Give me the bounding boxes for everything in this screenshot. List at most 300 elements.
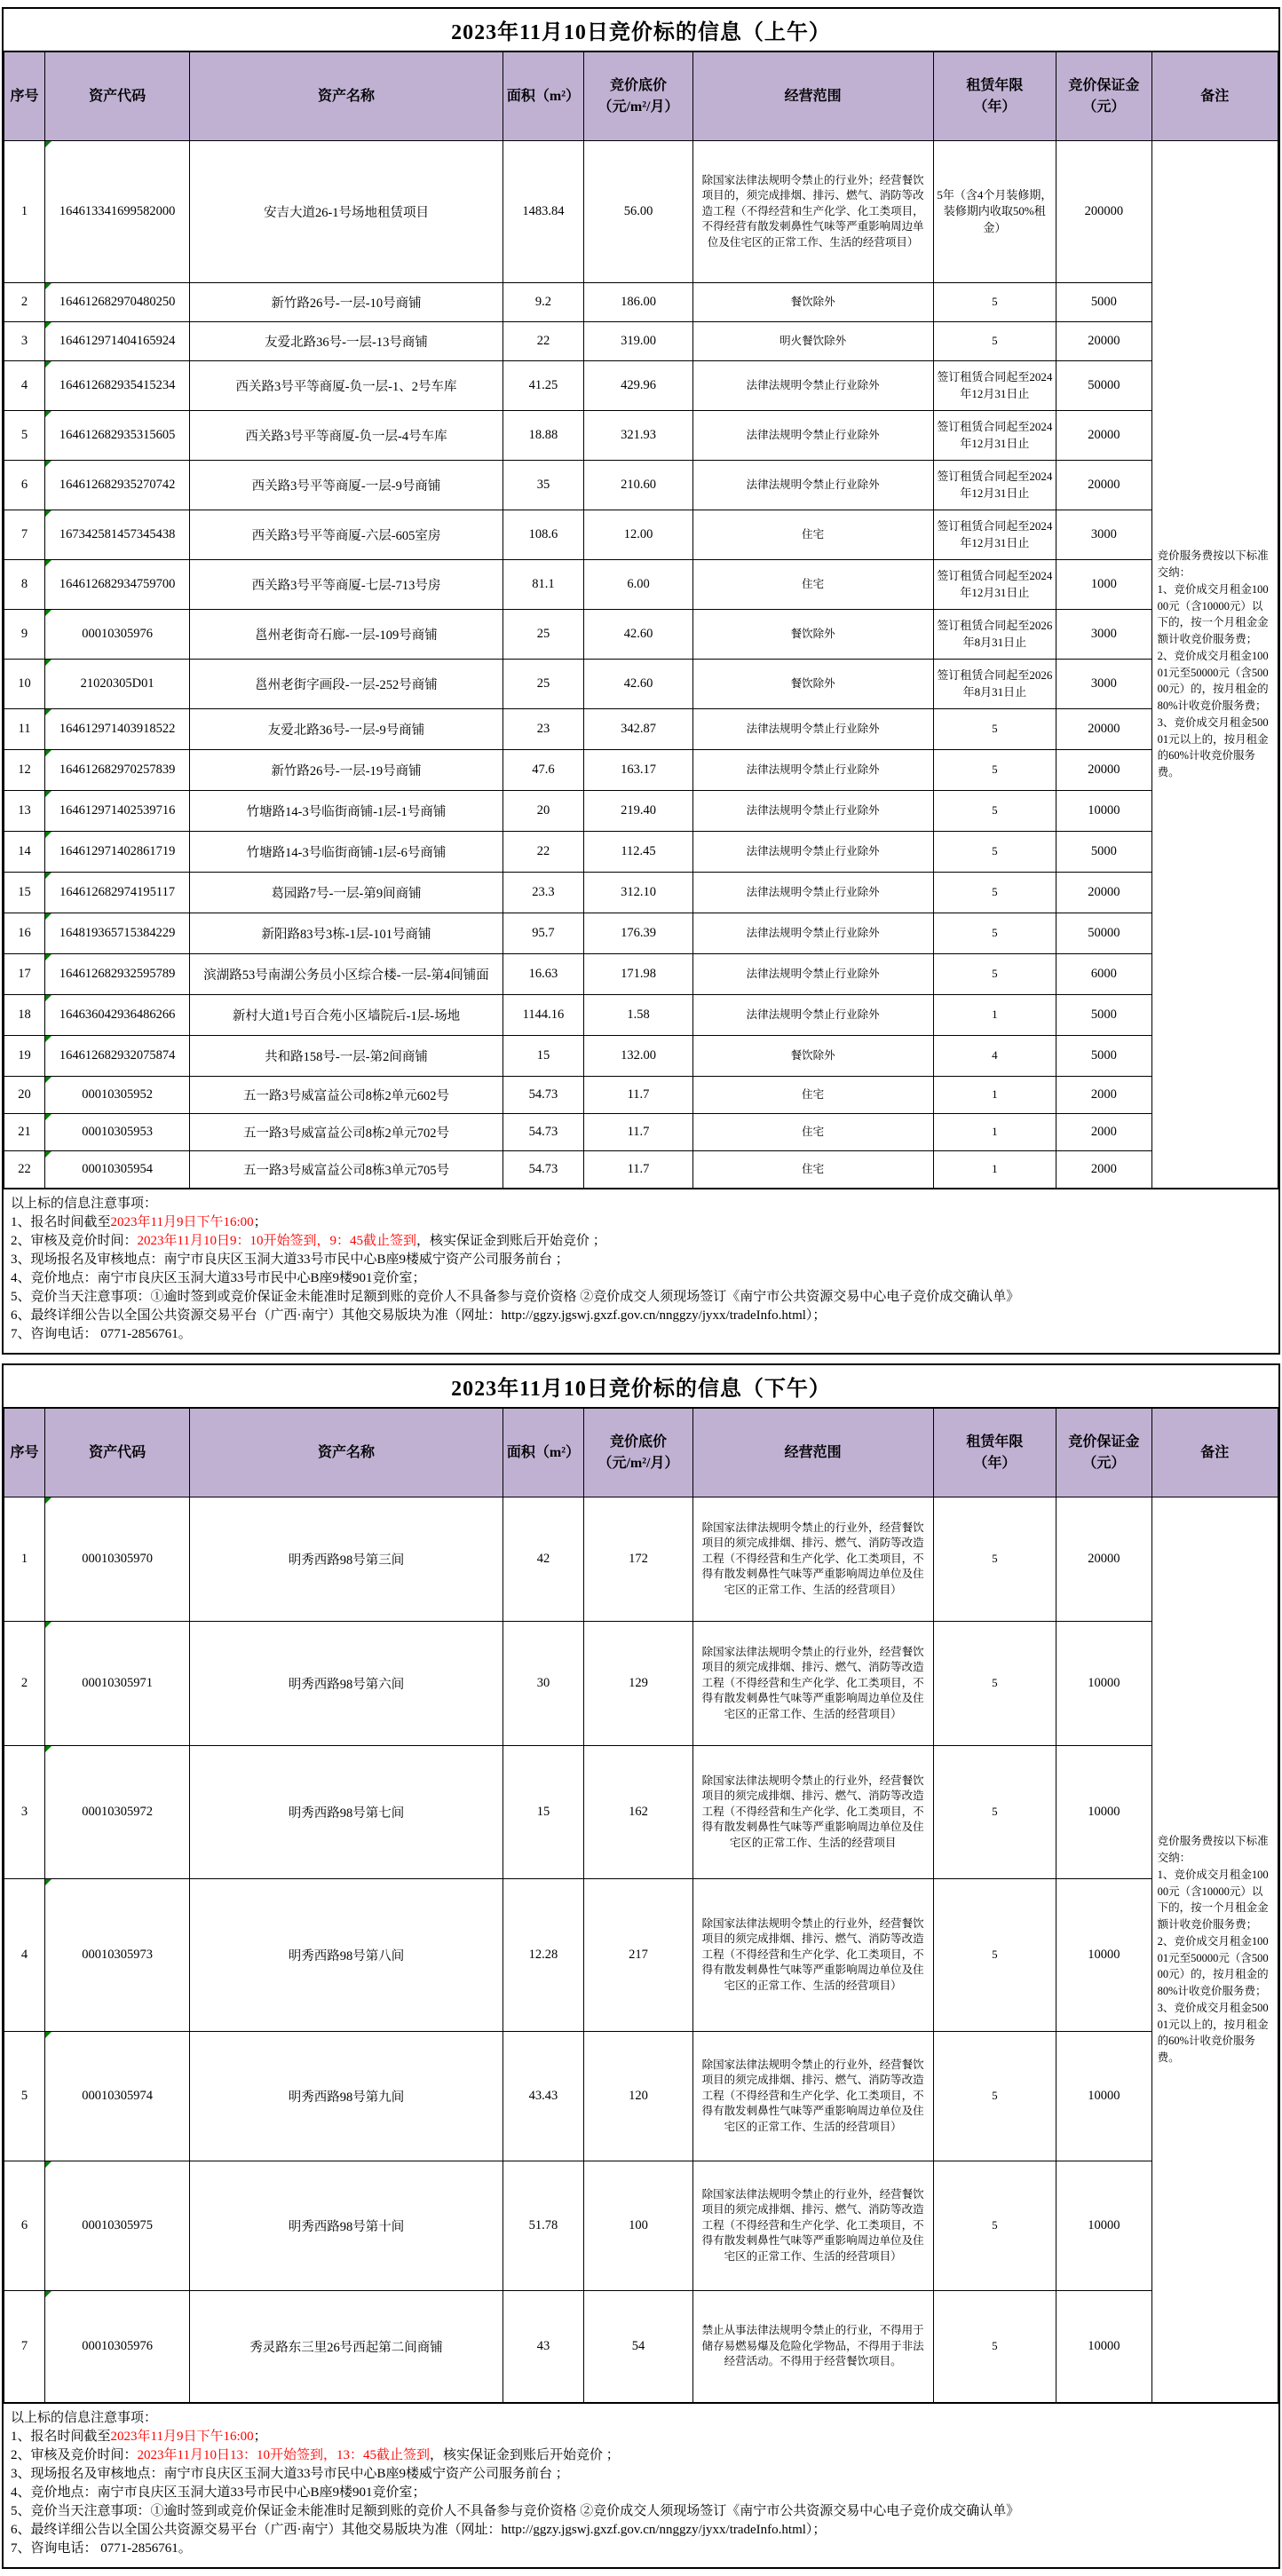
table-row [4,560,1278,610]
asset-name-cell: 新村大道1号百合苑小区墙院后-1层-场地 [190,995,503,1036]
business-scope-cell: 住宅 [692,1077,933,1114]
business-scope-cell: 法律法规明令禁止行业除外 [692,995,933,1036]
business-scope-cell: 法律法规明令禁止行业除外 [692,461,933,510]
lease-term-cell: 签订租赁合同起至2024年12月31日止 [933,560,1056,610]
deposit-cell: 2000 [1056,1151,1152,1189]
floor-price-cell: 11.7 [584,1077,692,1114]
seq-cell: 22 [4,1151,45,1189]
area-cell: 22 [503,322,584,361]
area-cell: 108.6 [503,510,584,560]
lease-term-cell: 5年（含4个月装修期，装修期内收取50%租金） [933,141,1056,283]
asset-name-cell: 新竹路26号-一层-10号商铺 [190,283,503,322]
asset-code-cell: 164612971402861719 [44,832,189,873]
table-row [4,1879,1278,2032]
column-header-1: 资产代码 [44,1409,189,1497]
table-row [4,510,1278,560]
deposit-cell: 5000 [1056,995,1152,1036]
area-cell: 1144.16 [503,995,584,1036]
lease-term-cell: 1 [933,1151,1056,1189]
afternoon-notes [4,2403,1278,2567]
deposit-cell: 10000 [1056,2291,1152,2403]
business-scope-cell: 法律法规明令禁止行业除外 [692,361,933,411]
area-cell: 16.63 [503,954,584,995]
lease-term-cell: 5 [933,283,1056,322]
table-row [4,1151,1278,1189]
note-line: 7、咨询电话： 0771-2856761。 [11,1327,192,1341]
asset-name-cell: 秀灵路东三里26号西起第二间商铺 [190,2291,503,2403]
floor-price-cell: 11.7 [584,1151,692,1189]
floor-price-cell: 129 [584,1622,692,1746]
asset-name-cell: 明秀西路98号第三间 [190,1497,503,1622]
floor-price-cell: 171.98 [584,954,692,995]
column-header-3: 面积（m²） [503,1409,584,1497]
floor-price-cell: 186.00 [584,283,692,322]
seq-cell: 17 [4,954,45,995]
lease-term-cell: 5 [933,832,1056,873]
business-scope-cell: 除国家法律法规明令禁止的行业外，经营餐饮项目的须完成排烟、排污、燃气、消防等改造工程（不得经营和生产化学、化工类项目，不得有散发刺鼻性气味等严重影响周边单位及住宅区的正常工作、生活的经营项目） [692,1497,933,1622]
note-line: 3、现场报名及审核地点：南宁市良庆区玉洞大道33号市民中心B座9楼威宁资产公司服务前台 ； [11,1252,569,1267]
lease-term-cell: 1 [933,1114,1056,1151]
lease-term-cell: 5 [933,1879,1056,2032]
note-line: 1、报名时间截至2023年11月9日下午16:00； [11,1215,267,1229]
note-line: 2、审核及竞价时间：2023年11月10日13：10开始签到，13：45截止签到，核实保证金到账后开始竞价 ； [11,2448,620,2462]
seq-cell: 7 [4,2291,45,2403]
area-cell: 41.25 [503,361,584,411]
note-line: 6、最终详细公告以全国公共资源交易平台（广西·南宁）其他交易版块为准（网址：http://ggzy.jgswj.gxzf.gov.cn/nnggzy/jyxx/tradeInfo.html）； [11,1308,827,1323]
note-line: 7、咨询电话： 0771-2856761。 [11,2541,192,2556]
lease-term-cell: 5 [933,913,1056,954]
lease-term-cell: 5 [933,709,1056,750]
morning-auction-table [4,51,1278,1189]
table-row [4,2161,1278,2291]
lease-term-cell: 签订租赁合同起至2024年12月31日止 [933,411,1056,461]
business-scope-cell: 餐饮除外 [692,610,933,660]
business-scope-cell: 除国家法律法规明令禁止的行业外，经营餐饮项目的须完成排烟、排污、燃气、消防等改造工程（不得经营和生产化学、化工类项目，不得有散发刺鼻性气味等严重影响周边单位及住宅区的正常工作、生活的经营项目） [692,1622,933,1746]
asset-code-cell: 00010305952 [44,1077,189,1114]
lease-term-cell: 5 [933,750,1056,791]
lease-term-cell: 5 [933,322,1056,361]
remark-cell: 竞价服务费按以下标准交纳： 1、竞价成交月租金10000元（含10000元）以下的，按一个月租金金额计收竞价服务费； 2、竞价成交月租金10001元至50000元（含50000元）的，按月租金的80%计收竞价服务费； 3、竞价成交月租金50001元以上的，按月租金的60%计收竞价服务费。 [1151,141,1278,1189]
afternoon-sheet-title: 2023年11月10日竞价标的信息（下午） [4,1365,1278,1408]
seq-cell: 2 [4,283,45,322]
deposit-cell: 20000 [1056,411,1152,461]
table-row [4,1746,1278,1879]
deposit-cell: 5000 [1056,832,1152,873]
floor-price-cell: 112.45 [584,832,692,873]
column-header-4: 竞价底价 （元/m²/月） [584,1409,692,1497]
business-scope-cell: 法律法规明令禁止行业除外 [692,791,933,832]
business-scope-cell: 法律法规明令禁止行业除外 [692,709,933,750]
lease-term-cell: 签订租赁合同起至2024年12月31日止 [933,461,1056,510]
floor-price-cell: 54 [584,2291,692,2403]
asset-code-cell: 164612682932595789 [44,954,189,995]
column-header-6: 租赁年限 （年） [933,1409,1056,1497]
seq-cell: 1 [4,141,45,283]
business-scope-cell: 住宅 [692,1114,933,1151]
area-cell: 54.73 [503,1151,584,1189]
column-header-7: 竞价保证金 （元） [1056,1409,1152,1497]
seq-cell: 2 [4,1622,45,1746]
seq-cell: 6 [4,2161,45,2291]
deposit-cell: 20000 [1056,1497,1152,1622]
asset-name-cell: 邕州老街字画段-一层-252号商铺 [190,660,503,709]
area-cell: 12.28 [503,1879,584,2032]
seq-cell: 12 [4,750,45,791]
floor-price-cell: 163.17 [584,750,692,791]
table-row [4,791,1278,832]
deposit-cell: 3000 [1056,610,1152,660]
asset-code-cell: 164612971404165924 [44,322,189,361]
table-row [4,610,1278,660]
seq-cell: 20 [4,1077,45,1114]
seq-cell: 4 [4,1879,45,2032]
business-scope-cell: 法律法规明令禁止行业除外 [692,411,933,461]
asset-name-cell: 五一路3号威富益公司8栋2单元702号 [190,1114,503,1151]
deposit-cell: 20000 [1056,461,1152,510]
note-line: 4、竞价地点：南宁市良庆区玉洞大道33号市民中心B座9楼901竞价室； [11,2485,426,2500]
asset-name-cell: 明秀西路98号第九间 [190,2032,503,2161]
deposit-cell: 2000 [1056,1077,1152,1114]
seq-cell: 13 [4,791,45,832]
asset-name-cell: 明秀西路98号第八间 [190,1879,503,2032]
business-scope-cell: 餐饮除外 [692,1036,933,1077]
morning-sheet [2,7,1280,1355]
area-cell: 35 [503,461,584,510]
note-line: 以上标的信息注意事项： [11,2411,158,2425]
floor-price-cell: 210.60 [584,461,692,510]
floor-price-cell: 42.60 [584,660,692,709]
seq-cell: 16 [4,913,45,954]
floor-price-cell: 132.00 [584,1036,692,1077]
asset-code-cell: 164612682932075874 [44,1036,189,1077]
area-cell: 18.88 [503,411,584,461]
lease-term-cell: 1 [933,1077,1056,1114]
business-scope-cell: 法律法规明令禁止行业除外 [692,750,933,791]
note-line: 3、现场报名及审核地点：南宁市良庆区玉洞大道33号市民中心B座9楼威宁资产公司服务前台 ； [11,2467,569,2481]
area-cell: 42 [503,1497,584,1622]
table-row [4,913,1278,954]
note-line: 5、竞价当天注意事项：①逾时签到或竞价保证金未能准时足额到账的竞价人不具备参与竞价资格 ②竞价成交人须现场签订《南宁市公共资源交易中心电子竞价成交确认单》 [11,1290,1020,1304]
table-row [4,2032,1278,2161]
note-line: 4、竞价地点：南宁市良庆区玉洞大道33号市民中心B座9楼901竞价室； [11,1271,426,1285]
asset-code-cell: 164612682970257839 [44,750,189,791]
asset-code-cell: 00010305973 [44,1879,189,2032]
asset-name-cell: 五一路3号威富益公司8栋2单元602号 [190,1077,503,1114]
deposit-cell: 10000 [1056,791,1152,832]
asset-code-cell: 164612682935415234 [44,361,189,411]
deposit-cell: 6000 [1056,954,1152,995]
floor-price-cell: 100 [584,2161,692,2291]
table-row [4,1622,1278,1746]
business-scope-cell: 除国家法律法规明令禁止的行业外，经营餐饮项目的须完成排烟、排污、燃气、消防等改造工程（不得经营和生产化学、化工类项目，不得有散发刺鼻性气味等严重影响周边单位及住宅区的正常工作、生活的经营项目） [692,1879,933,2032]
table-row [4,322,1278,361]
area-cell: 22 [503,832,584,873]
seq-cell: 6 [4,461,45,510]
area-cell: 1483.84 [503,141,584,283]
business-scope-cell: 餐饮除外 [692,660,933,709]
table-row [4,141,1278,283]
seq-cell: 15 [4,873,45,913]
asset-code-cell: 00010305971 [44,1622,189,1746]
lease-term-cell: 5 [933,1622,1056,1746]
table-row [4,995,1278,1036]
floor-price-cell: 42.60 [584,610,692,660]
afternoon-sheet [2,1363,1280,2569]
asset-code-cell: 00010305972 [44,1746,189,1879]
area-cell: 9.2 [503,283,584,322]
area-cell: 43.43 [503,2032,584,2161]
floor-price-cell: 312.10 [584,873,692,913]
column-header-7: 竞价保证金 （元） [1056,52,1152,141]
deposit-cell: 2000 [1056,1114,1152,1151]
deposit-cell: 5000 [1056,1036,1152,1077]
deposit-cell: 50000 [1056,913,1152,954]
column-header-2: 资产名称 [190,1409,503,1497]
seq-cell: 9 [4,610,45,660]
lease-term-cell: 1 [933,995,1056,1036]
business-scope-cell: 法律法规明令禁止行业除外 [692,913,933,954]
column-header-8: 备注 [1151,1409,1278,1497]
table-row [4,832,1278,873]
column-header-5: 经营范围 [692,1409,933,1497]
column-header-4: 竞价底价 （元/m²/月） [584,52,692,141]
asset-name-cell: 新竹路26号-一层-19号商铺 [190,750,503,791]
asset-code-cell: 00010305954 [44,1151,189,1189]
column-header-0: 序号 [4,1409,45,1497]
table-row [4,1077,1278,1114]
asset-code-cell: 00010305975 [44,2161,189,2291]
business-scope-cell: 餐饮除外 [692,283,933,322]
asset-code-cell: 00010305976 [44,2291,189,2403]
area-cell: 51.78 [503,2161,584,2291]
area-cell: 23.3 [503,873,584,913]
table-row [4,750,1278,791]
seq-cell: 10 [4,660,45,709]
business-scope-cell: 法律法规明令禁止行业除外 [692,954,933,995]
lease-term-cell: 5 [933,2161,1056,2291]
asset-code-cell: 00010305976 [44,610,189,660]
lease-term-cell: 签订租赁合同起至2026年8月31日止 [933,660,1056,709]
note-line: 2、审核及竞价时间：2023年11月10日9：10开始签到，9：45截止签到，核实保证金到账后开始竞价 ； [11,1234,606,1248]
area-cell: 30 [503,1622,584,1746]
area-cell: 81.1 [503,560,584,610]
asset-name-cell: 明秀西路98号第十间 [190,2161,503,2291]
remark-cell: 竞价服务费按以下标准交纳： 1、竞价成交月租金10000元（含10000元）以下的，按一个月租金金额计收竞价服务费； 2、竞价成交月租金10001元至50000元（含50000元）的，按月租金的80%计收竞价服务费； 3、竞价成交月租金50001元以上的，按月租金的60%计收竞价服务费。 [1151,1497,1278,2403]
asset-code-cell: 164612682935315605 [44,411,189,461]
table-body [4,141,1278,1189]
business-scope-cell: 明火餐饮除外 [692,322,933,361]
floor-price-cell: 1.58 [584,995,692,1036]
column-header-1: 资产代码 [44,52,189,141]
lease-term-cell: 签订租赁合同起至2024年12月31日止 [933,510,1056,560]
asset-code-cell: 00010305953 [44,1114,189,1151]
seq-cell: 21 [4,1114,45,1151]
deposit-cell: 1000 [1056,560,1152,610]
table-row [4,954,1278,995]
asset-name-cell: 明秀西路98号第六间 [190,1622,503,1746]
seq-cell: 18 [4,995,45,1036]
seq-cell: 7 [4,510,45,560]
asset-name-cell: 邕州老街奇石廊-一层-109号商铺 [190,610,503,660]
area-cell: 47.6 [503,750,584,791]
column-header-5: 经营范围 [692,52,933,141]
asset-name-cell: 明秀西路98号第七间 [190,1746,503,1879]
business-scope-cell: 住宅 [692,1151,933,1189]
column-header-2: 资产名称 [190,52,503,141]
asset-name-cell: 友爱北路36号-一层-13号商铺 [190,322,503,361]
area-cell: 95.7 [503,913,584,954]
table-header-row [4,1409,1278,1497]
table-row [4,660,1278,709]
business-scope-cell: 法律法规明令禁止行业除外 [692,832,933,873]
seq-cell: 1 [4,1497,45,1622]
asset-name-cell: 西关路3号平等商厦-七层-713号房 [190,560,503,610]
lease-term-cell: 5 [933,2032,1056,2161]
note-line: 以上标的信息注意事项： [11,1197,158,1211]
asset-code-cell: 164612971403918522 [44,709,189,750]
asset-name-cell: 五一路3号威富益公司8栋3单元705号 [190,1151,503,1189]
seq-cell: 8 [4,560,45,610]
floor-price-cell: 429.96 [584,361,692,411]
note-line: 5、竞价当天注意事项：①逾时签到或竞价保证金未能准时足额到账的竞价人不具备参与竞价资格 ②竞价成交人须现场签订《南宁市公共资源交易中心电子竞价成交确认单》 [11,2504,1020,2518]
business-scope-cell: 除国家法律法规明令禁止的行业外，经营餐饮项目的须完成排烟、排污、燃气、消防等改造工程（不得经营和生产化学、化工类项目，不得有散发刺鼻性气味等严重影响周边单位及住宅区的正常工作、生活的经营项目 [692,1746,933,1879]
table-row [4,1497,1278,1622]
floor-price-cell: 162 [584,1746,692,1879]
table-header-row [4,52,1278,141]
deposit-cell: 20000 [1056,873,1152,913]
asset-name-cell: 竹塘路14-3号临街商铺-1层-1号商铺 [190,791,503,832]
lease-term-cell: 5 [933,954,1056,995]
deposit-cell: 10000 [1056,2161,1152,2291]
deposit-cell: 20000 [1056,322,1152,361]
lease-term-cell: 签订租赁合同起至2024年12月31日止 [933,361,1056,411]
floor-price-cell: 319.00 [584,322,692,361]
seq-cell: 4 [4,361,45,411]
asset-name-cell: 滨湖路53号南湖公务员小区综合楼-一层-第4间铺面 [190,954,503,995]
area-cell: 25 [503,610,584,660]
table-row [4,709,1278,750]
asset-code-cell: 21020305D01 [44,660,189,709]
table-row [4,873,1278,913]
business-scope-cell: 除国家法律法规明令禁止的行业外，经营餐饮项目的须完成排烟、排污、燃气、消防等改造工程（不得经营和生产化学、化工类项目，不得有散发刺鼻性气味等严重影响周边单位及住宅区的正常工作、生活的经营项目） [692,2161,933,2291]
lease-term-cell: 5 [933,1497,1056,1622]
seq-cell: 11 [4,709,45,750]
asset-name-cell: 安吉大道26-1号场地租赁项目 [190,141,503,283]
asset-name-cell: 葛园路7号-一层-第9间商铺 [190,873,503,913]
lease-term-cell: 4 [933,1036,1056,1077]
table-row [4,411,1278,461]
area-cell: 43 [503,2291,584,2403]
deposit-cell: 10000 [1056,1879,1152,2032]
seq-cell: 14 [4,832,45,873]
seq-cell: 19 [4,1036,45,1077]
business-scope-cell: 住宅 [692,560,933,610]
asset-code-cell: 164636042936486266 [44,995,189,1036]
asset-name-cell: 西关路3号平等商厦-负一层-1、2号车库 [190,361,503,411]
business-scope-cell: 住宅 [692,510,933,560]
column-header-8: 备注 [1151,52,1278,141]
lease-term-cell: 5 [933,1746,1056,1879]
asset-code-cell: 164612682935270742 [44,461,189,510]
asset-name-cell: 西关路3号平等商厦-六层-605室房 [190,510,503,560]
asset-name-cell: 新阳路83号3栋-1层-101号商铺 [190,913,503,954]
asset-code-cell: 164612682934759700 [44,560,189,610]
deposit-cell: 3000 [1056,660,1152,709]
floor-price-cell: 172 [584,1497,692,1622]
column-header-6: 租赁年限 （年） [933,52,1056,141]
lease-term-cell: 5 [933,873,1056,913]
business-scope-cell: 法律法规明令禁止行业除外 [692,873,933,913]
area-cell: 54.73 [503,1114,584,1151]
column-header-0: 序号 [4,52,45,141]
floor-price-cell: 12.00 [584,510,692,560]
asset-name-cell: 竹塘路14-3号临街商铺-1层-6号商铺 [190,832,503,873]
asset-code-cell: 164612682974195117 [44,873,189,913]
table-row [4,361,1278,411]
asset-name-cell: 共和路158号-一层-第2间商铺 [190,1036,503,1077]
asset-code-cell: 00010305974 [44,2032,189,2161]
asset-code-cell: 00010305970 [44,1497,189,1622]
column-header-3: 面积（m²） [503,52,584,141]
area-cell: 25 [503,660,584,709]
asset-code-cell: 167342581457345438 [44,510,189,560]
floor-price-cell: 6.00 [584,560,692,610]
deposit-cell: 10000 [1056,1622,1152,1746]
asset-code-cell: 164819365715384229 [44,913,189,954]
afternoon-auction-table [4,1408,1278,2403]
asset-name-cell: 西关路3号平等商厦-一层-9号商铺 [190,461,503,510]
asset-code-cell: 164612682970480250 [44,283,189,322]
asset-name-cell: 友爱北路36号-一层-9号商铺 [190,709,503,750]
floor-price-cell: 219.40 [584,791,692,832]
note-line: 6、最终详细公告以全国公共资源交易平台（广西·南宁）其他交易版块为准（网址：http://ggzy.jgswj.gxzf.gov.cn/nnggzy/jyxx/tradeInfo.html）； [11,2523,827,2537]
seq-cell: 3 [4,322,45,361]
area-cell: 20 [503,791,584,832]
deposit-cell: 200000 [1056,141,1152,283]
deposit-cell: 20000 [1056,709,1152,750]
floor-price-cell: 176.39 [584,913,692,954]
deposit-cell: 3000 [1056,510,1152,560]
table-row [4,461,1278,510]
seq-cell: 3 [4,1746,45,1879]
business-scope-cell: 除国家法律法规明令禁止的行业外，经营餐饮项目的须完成排烟、排污、燃气、消防等改造工程（不得经营和生产化学、化工类项目，不得有散发刺鼻性气味等严重影响周边单位及住宅区的正常工作、生活的经营项目） [692,2032,933,2161]
floor-price-cell: 217 [584,1879,692,2032]
floor-price-cell: 56.00 [584,141,692,283]
table-body [4,1497,1278,2403]
lease-term-cell: 5 [933,791,1056,832]
lease-term-cell: 5 [933,2291,1056,2403]
table-row [4,1114,1278,1151]
area-cell: 23 [503,709,584,750]
morning-notes [4,1189,1278,1353]
morning-sheet-title: 2023年11月10日竞价标的信息（上午） [4,9,1278,51]
deposit-cell: 10000 [1056,2032,1152,2161]
business-scope-cell: 禁止从事法律法规明令禁止的行业，不得用于储存易燃易爆及危险化学物品，不得用于非法经营活动。不得用于经营餐饮项目。 [692,2291,933,2403]
table-row [4,2291,1278,2403]
floor-price-cell: 321.93 [584,411,692,461]
lease-term-cell: 签订租赁合同起至2026年8月31日止 [933,610,1056,660]
deposit-cell: 20000 [1056,750,1152,791]
deposit-cell: 5000 [1056,283,1152,322]
deposit-cell: 50000 [1056,361,1152,411]
floor-price-cell: 11.7 [584,1114,692,1151]
floor-price-cell: 120 [584,2032,692,2161]
floor-price-cell: 342.87 [584,709,692,750]
note-line: 1、报名时间截至2023年11月9日下午16:00； [11,2430,267,2444]
asset-code-cell: 164613341699582000 [44,141,189,283]
business-scope-cell: 除国家法律法规明令禁止的行业外；经营餐饮项目的，须完成排烟、排污、燃气、消防等改造工程（不得经营和生产化学、化工类项目，不得经营有散发刺鼻性气味等严重影响周边单位及住宅区的正常工作、生活的经营项目） [692,141,933,283]
table-row [4,1036,1278,1077]
